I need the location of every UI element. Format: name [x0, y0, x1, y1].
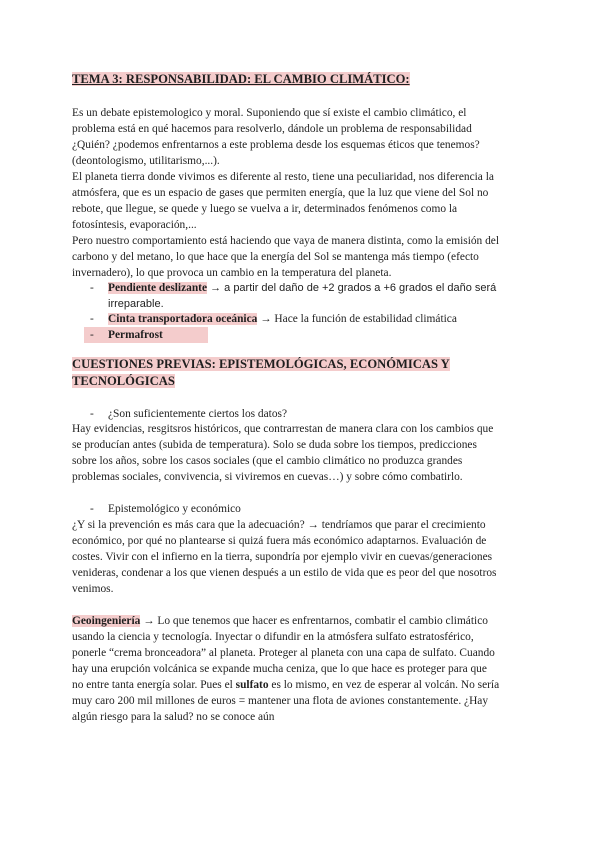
- bullet-dash: -: [90, 503, 94, 515]
- intro-line: atmósfera, que es un espacio de gases que permiten energía, que la luz que viene del Sol no: [72, 187, 489, 199]
- bullet-dash: -: [90, 313, 94, 325]
- bullet-term: Pendiente deslizante: [108, 282, 208, 294]
- geo-text: → Lo que tenemos que hacer es enfrentarnos, combatir el cambio climático: [140, 615, 488, 627]
- paragraph-line: venideras, condenar a los que vienen después a un estilo de vida que es peor del que nosotros: [72, 567, 497, 579]
- section-heading-text: TECNOLÓGICAS: [72, 374, 175, 388]
- intro-line: El planeta tierra donde vivimos es diferente al resto, tiene una peculiaridad, nos diferencia la: [72, 171, 494, 183]
- bullet-dash: -: [90, 408, 94, 420]
- geo-bold-word: sulfato: [235, 679, 269, 691]
- bullet-dash: -: [90, 282, 94, 294]
- bullet-item: [108, 311, 457, 327]
- paragraph-line: ¿Y si la prevención es más cara que la adecuación? → tendríamos que parar el crecimiento: [72, 519, 486, 531]
- geo-text: no entre tanta energía solar. Pues el: [72, 679, 236, 691]
- bullet-text: → Hace la función de estabilidad climática: [257, 313, 457, 325]
- bullet-term: Permafrost: [108, 329, 163, 341]
- question: ¿Son suficientemente ciertos los datos?: [108, 408, 288, 420]
- section-heading: [72, 373, 175, 390]
- paragraph-line: económico, por qué no plantearse si quizá fuera más económico adaptarnos. Evaluación de: [72, 535, 487, 547]
- intro-line: rebote, que llegue, se quede y luego se vuelva a ir, determinados fenómenos como la: [72, 203, 458, 215]
- paragraph-line: muy caro 200 mil millones de euros = mantener una flota de aviones constantemente. ¿Hay: [72, 695, 489, 707]
- paragraph-line: ponerle “crema bronceadora” al planeta. Proteger al planeta con una capa de sulfato. Cuando: [72, 647, 495, 659]
- intro-line: Es un debate epistemologico y moral. Suponiendo que sí existe el cambio climático, el: [72, 107, 467, 119]
- paragraph-line: hay una erupción volcánica se expande mucha ceniza, que lo que hace es proteger para que: [72, 663, 487, 675]
- paragraph-line: algún riesgo para la salud? no se conoce aún: [72, 711, 275, 723]
- paragraph-line: usando la ciencia y tecnología. Inyectar o difundir en la atmósfera sulfato estratosférico,: [72, 631, 474, 643]
- intro-line: carbono y del metano, lo que hace que la energía del Sol se mantenga más tiempo (efecto: [72, 251, 479, 263]
- intro-line: (deontologismo, utilitarismo,...).: [72, 155, 220, 167]
- intro-line: invernadero), lo que provoca un cambio en la temperatura del planeta.: [72, 267, 392, 279]
- paragraph-line: se producían antes (subida de temperatura). Solo se duda sobre los tiempos, predicciones: [72, 439, 477, 451]
- bullet-dash: -: [90, 329, 94, 341]
- intro-line: problema está en qué hacemos para resolverlo, dándole un problema de responsabilidad: [72, 123, 472, 135]
- paragraph-line: costes. Vivir con el infierno en la tierra, supondría por ejemplo vivir en cuevas/generaciones: [72, 551, 493, 563]
- geo-text: es lo mismo, en vez de esperar al volcán. No sería: [268, 679, 500, 691]
- paragraph-line: venimos.: [72, 583, 114, 595]
- bullet-text: → a partir del daño de +2 grados a +6 grados el daño será: [207, 282, 497, 294]
- question: Epistemológico y económico: [108, 503, 241, 515]
- page-title: [72, 71, 410, 88]
- page-title-text: TEMA 3: RESPONSABILIDAD: EL CAMBIO CLIMÁTICO:: [72, 72, 410, 86]
- bullet-item: [108, 280, 496, 296]
- intro-line: fotosíntesis, evaporación,...: [72, 219, 197, 231]
- intro-line: Pero nuestro comportamiento está haciendo que vaya de manera distinta, como la emisión del: [72, 235, 500, 247]
- paragraph-line: Hay evidencias, resgitsros históricos, que contrarrestan de manera clara con los cambios que: [72, 423, 494, 435]
- section-heading: [72, 356, 450, 373]
- intro-line: ¿Quién? ¿podemos enfrentarnos a este problema desde los esquemas éticos que tenemos?: [72, 139, 480, 151]
- bullet-continuation: irreparable.: [108, 298, 164, 310]
- geo-term: Geoingeniería: [72, 615, 141, 627]
- paragraph-line: [72, 613, 488, 629]
- paragraph-line: [72, 677, 499, 693]
- section-heading-text: CUESTIONES PREVIAS: EPISTEMOLÓGICAS, ECONÓMICAS Y: [72, 357, 450, 371]
- paragraph-line: sobre los años, sobre los casos sociales (que el cambio climático no produzca grandes: [72, 455, 463, 467]
- bullet-term: Cinta transportadora oceánica: [108, 313, 258, 325]
- paragraph-line: problemas sociales, convivencia, si viviremos en cuevas…) y sobre cómo combatirlo.: [72, 471, 463, 483]
